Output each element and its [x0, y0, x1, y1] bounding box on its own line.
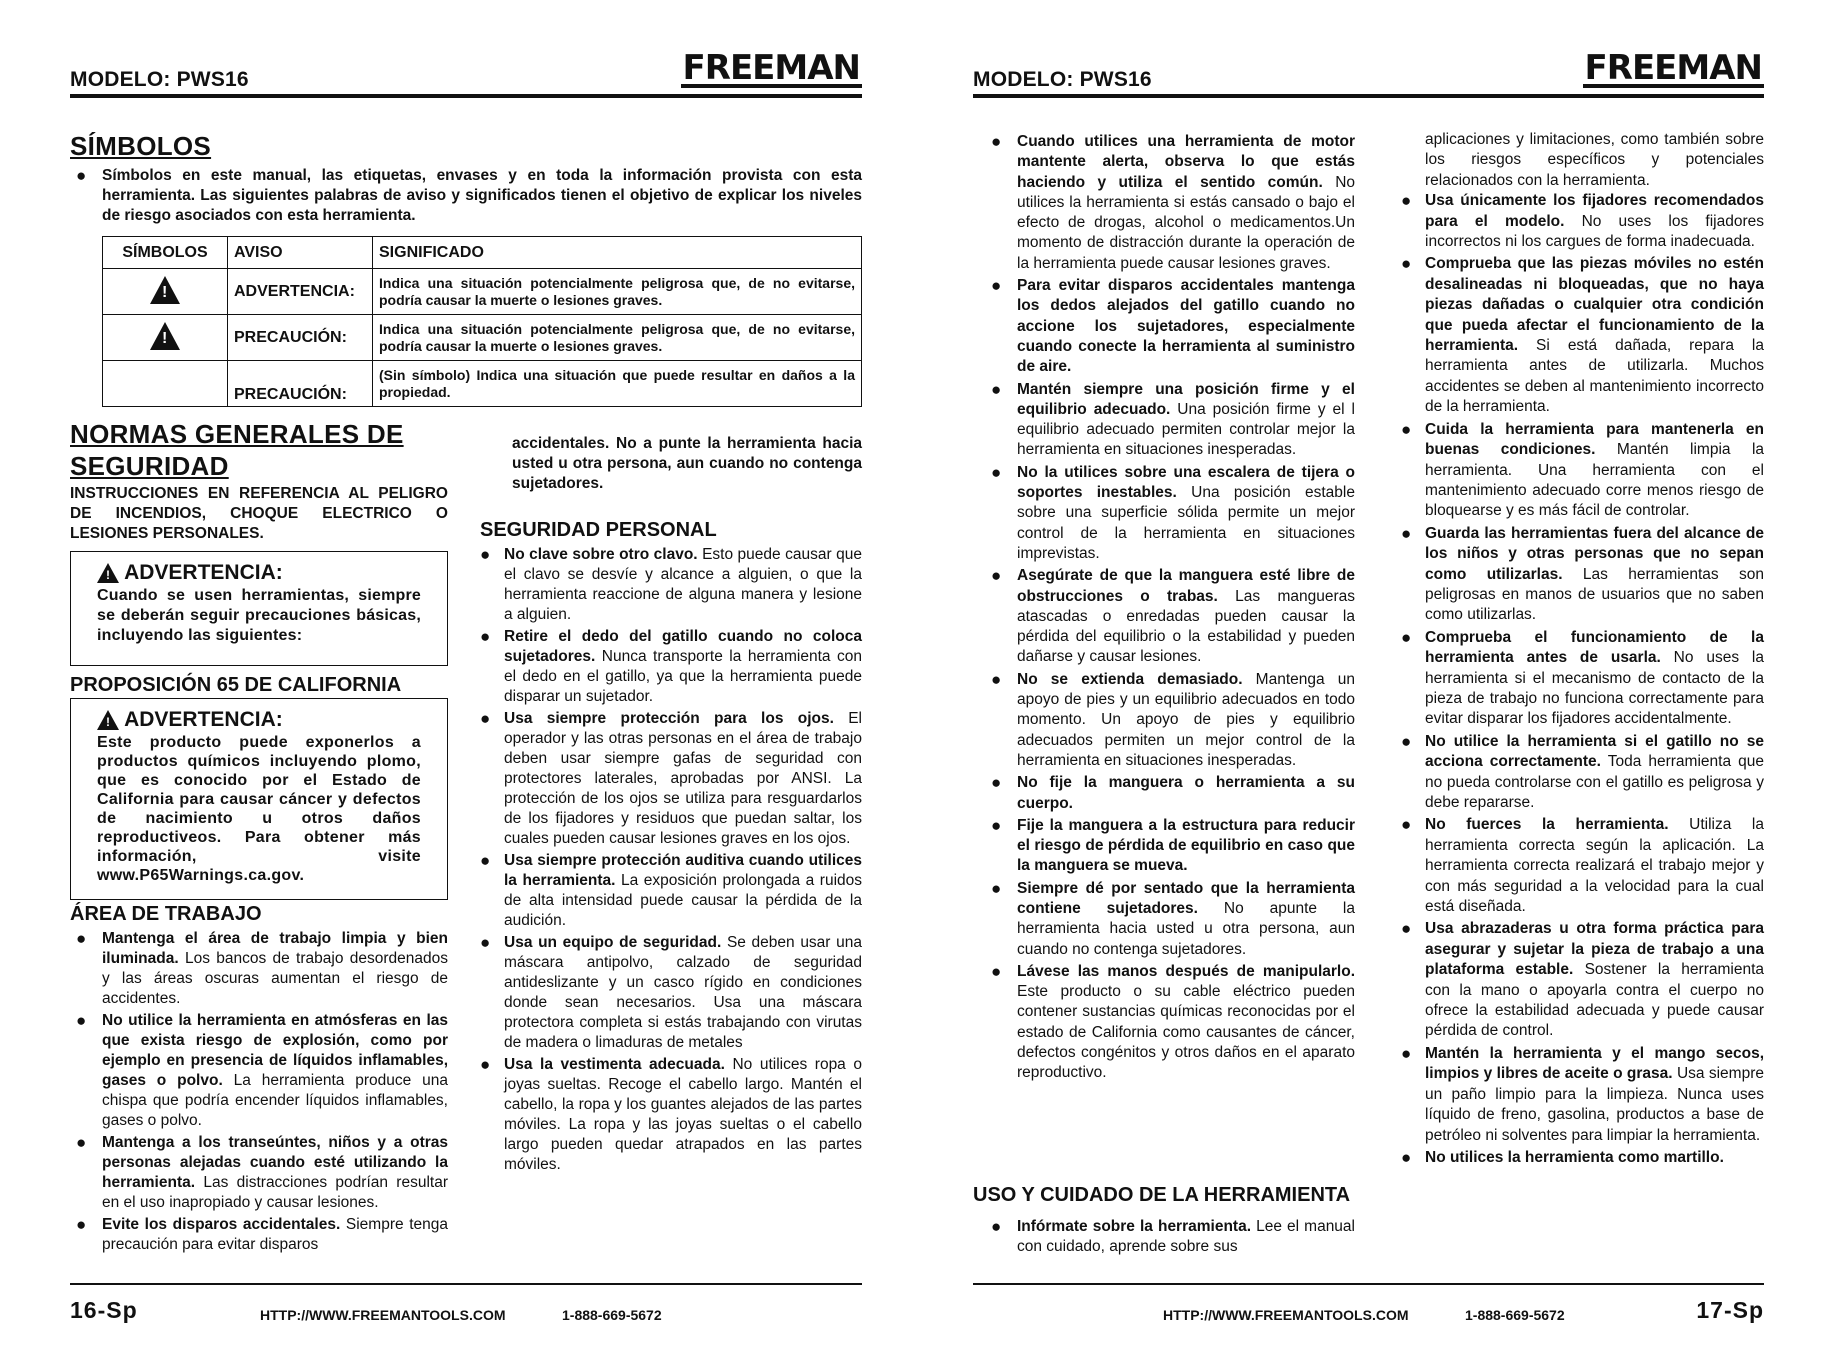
list-item: ● Usa la vestimenta adecuada. No utilices ropa o joyas sueltas. Recoge el cabello largo. Mantén el cabello, la ropa y los guantes alejados de las partes móviles. La ropa y las joyas sueltas o el cabello largo pueden quedar atrapados en las partes móviles.	[480, 1055, 862, 1175]
symbols-table-header	[103, 237, 862, 269]
list-item: ● No utilices la herramienta como martillo.	[1401, 1148, 1764, 1168]
warning-triangle-icon	[97, 563, 119, 583]
aviso-cell: PRECAUCIÓN:	[228, 315, 373, 361]
list-item: ● Infórmate sobre la herramienta. Lee el manual con cuidado, aprende sobre sus	[985, 1217, 1355, 1257]
footer-url[interactable]: HTTP://WWW.FREEMANTOOLS.COM	[260, 1307, 506, 1323]
footer-phone: 1-888-669-5672	[562, 1307, 662, 1323]
normas-subtitle: INSTRUCCIONES EN REFERENCIA AL PELIGRO DE INCENDIOS, CHOQUE ELECTRICO O LESIONES PERSONALES.	[70, 485, 448, 542]
warning-triangle-icon	[97, 710, 119, 730]
list-item: ● Comprueba el funcionamiento de la herramienta antes de usarla. No uses la herramienta si el mecanismo de contacto de la pieza de trabajo no funciona correctamente para evitar disparar los fijadores accidentalmente.	[1401, 628, 1764, 730]
significado-cell: Indica una situación potencialmente peligrosa que, de no evitarse, podría causar la muerte o lesiones graves.	[373, 315, 862, 361]
list-item: ● Mantén siempre una posición firme y el equilibrio adecuado. Una posición firme y el l equilibrio adecuado permiten controlar mejor la herramienta en situaciones inesperadas.	[985, 380, 1355, 461]
list-item: ● Mantenga a los transeúntes, niños y a otras personas alejadas cuando esté utilizando la herramienta. Las distracciones podrían resultar en el uso inapropiado y causar lesiones.	[70, 1133, 448, 1213]
uso-title: USO Y CUIDADO DE LA HERRAMIENTA	[973, 1184, 1351, 1206]
normas-warning-title: ! ADVERTENCIA:	[97, 560, 421, 586]
list-item: ● Comprueba que las piezas móviles no estén desalineadas ni bloqueadas, que no haya piezas dañadas o cualquier otra condición que pueda afectar el funcionamiento de la herramienta. Si está dañada, repara la herramienta antes de utilizarla. Muchos accidentes se deben al mantenimiento incorrecto de la herramienta.	[1401, 254, 1764, 417]
table-row	[103, 361, 862, 407]
uso-list	[973, 1217, 1355, 1257]
area-continued: accidentales. No a punte la herramienta hacia usted u otra persona, aun cuando no contenga sujetadores.	[512, 435, 862, 492]
area-list	[70, 929, 448, 1255]
list-item: ● Retire el dedo del gatillo cuando no coloca sujetadores. Nunca transporte la herramienta con el dedo en el gatillo, ya que la herramienta puede disparar un sujetador.	[480, 627, 862, 707]
list-item: ● No se extienda demasiado. Mantenga un apoyo de pies y un equilibrio adecuados en todo momento. Un apoyo de pies y equilibrio adecuados permiten un mejor control de la herramienta en situaciones inesperadas.	[985, 670, 1355, 771]
area-section	[70, 902, 448, 1257]
list-item: ● Asegúrate de que la manguera esté libre de obstrucciones o trabas. Las mangueras atascadas o enredadas pueden causar la pérdida del equilibrio o la estabilidad y pueden dañarse y causar lesiones.	[985, 566, 1355, 667]
list-item: ● Evite los disparos accidentales. Siempre tenga precaución para evitar disparos	[70, 1215, 448, 1255]
significado-cell: Indica una situación potencialmente peligrosa que, de no evitarse, podría causar la muerte o lesiones graves.	[373, 269, 862, 315]
uso-list-continued	[1401, 191, 1764, 1168]
list-item: ● Cuida la herramienta para mantenerla en buenas condiciones. Mantén limpia la herramienta. Una herramienta con el mantenimiento adecuado corre menos riesgo de bloquearse y es más fácil de controlar.	[1401, 420, 1764, 522]
list-item: ● Para evitar disparos accidentales mantenga los dedos alejados del gatillo cuando no accione los sujetadores, especialmente cuando conecte la herramienta al suministro de aire.	[985, 276, 1355, 377]
area-title: ÁREA DE TRABAJO	[70, 903, 262, 925]
right-page	[917, 0, 1834, 1362]
freeman-logo: FREEMAN	[682, 48, 860, 88]
prop65-warning-text: Este producto puede exponerlos a productos químicos incluyendo plomo, que es conocido por el Estado de California para causar cáncer y defectos de nacimiento u otros daños reproductiveos. Para obtener más información, visite www.P65Warnings.ca.gov.	[97, 734, 421, 884]
list-item: ● Mantenga el área de trabajo limpia y bien iluminada. Los bancos de trabajo desordenados y las áreas oscuras aumentan el riesgo de accidentes.	[70, 929, 448, 1009]
list-item: ● Lávese las manos después de manipularlo. Este producto o su cable eléctrico pueden contener sustancias químicas reconocidas por el estado de California como causantes de cáncer, defectos congénitos y otros daños en el aparato reproductivo.	[985, 962, 1355, 1084]
aviso-cell: ADVERTENCIA:	[228, 269, 373, 315]
middle-column	[480, 434, 862, 1177]
prop65-warning-title: ! ADVERTENCIA:	[97, 707, 421, 733]
symbols-table	[102, 236, 862, 407]
right-column-2	[1401, 130, 1764, 1170]
list-item: ● No fije la manguera o herramienta a su cuerpo.	[985, 773, 1355, 814]
list-item: ● No utilice la herramienta en atmósferas en las que exista riesgo de explosión, como por ejemplo en presencia de líquidos inflamables, gases o polvo. La herramienta produce una chispa que podría encender líquidos inflamables, gases o polvo.	[70, 1011, 448, 1131]
left-header	[70, 46, 862, 98]
table-row	[103, 315, 862, 361]
simbolos-intro-list	[70, 166, 862, 226]
footer-phone: 1-888-669-5672	[1465, 1307, 1565, 1323]
personal-title: SEGURIDAD PERSONAL	[480, 519, 717, 541]
list-item: ● Usa un equipo de seguridad. Se deben usar una máscara antipolvo, calzado de seguridad antideslizante y un casco rígido en condiciones donde sean necesarios. Usa una máscara protectora completa si estás trabajando con virutas de madera o limaduras de metales	[480, 933, 862, 1053]
page-number: 16-Sp	[70, 1297, 138, 1323]
prop65-section	[70, 673, 448, 697]
model-label: MODELO: PWS16	[70, 68, 249, 91]
freeman-logo: FREEMAN	[1584, 48, 1762, 88]
list-item: ● Mantén la herramienta y el mango secos, limpios y libres de aceite o grasa. Usa siempre un paño limpio para la limpieza. Nunca uses líquido de freno, gasolina, productos a base de petróleo ni solventes para limpiar la herramienta.	[1401, 1044, 1764, 1146]
list-item: ● Guarda las herramientas fuera del alcance de los niños y otras personas que no sepan como utilizarlas. Las herramientas son peligrosas en manos de usuarios que no saben como utilizarlas.	[1401, 524, 1764, 626]
list-item: ● Usa abrazaderas u otra forma práctica para asegurar y sujetar la pieza de trabajo a una plataforma estable. Sostener la herramienta con la mano o apoyarla contra el cuerpo no ofrece la estabilidad adecuada y puede causar pérdida de control.	[1401, 919, 1764, 1041]
header-significado: SIGNIFICADO	[373, 237, 862, 269]
symbol-cell	[103, 269, 228, 315]
normas-title-line1: NORMAS GENERALES DE	[70, 419, 404, 449]
significado-cell: (Sin símbolo) Indica una situación que puede resultar en daños a la propiedad.	[373, 361, 862, 407]
simbolos-intro: ● Símbolos en este manual, las etiquetas, envases y en toda la información provista con esta herramienta. Las siguientes palabras de aviso y significados tienen el objetivo de explicar los niveles de riesgo asociados con esta herramienta.	[70, 166, 862, 226]
personal-list-continued	[985, 132, 1355, 1084]
list-item: ● No clave sobre otro clavo. Esto puede causar que el clavo se desvíe y alcance a alguien, o que la herramienta reaccione de alguna manera y lesione a alguien.	[480, 545, 862, 625]
uso-continued: aplicaciones y limitaciones, como también sobre los riesgos específicos y potenciales relacionados con la herramienta.	[1425, 131, 1764, 189]
symbol-cell	[103, 361, 228, 407]
list-item: ● Usa siempre protección auditiva cuando utilices la herramienta. La exposición prolongada a ruidos de alta intensidad puede causar la pérdida de la audición.	[480, 851, 862, 931]
personal-list	[480, 545, 862, 1175]
right-footer	[973, 1283, 1764, 1325]
model-label: MODELO: PWS16	[973, 68, 1152, 91]
prop65-warning-box	[70, 698, 448, 900]
aviso-cell: PRECAUCIÓN:	[228, 361, 373, 407]
simbolos-section	[70, 130, 862, 407]
simbolos-title: SÍMBOLOS	[70, 131, 212, 161]
list-item: ● Usa siempre protección para los ojos. El operador y las otras personas en el área de trabajo deben usar siempre gafas de seguridad con protectores laterales, aprobadas por ANSI. La protección de los ojos se utiliza para resguardarlos de los fijadores y residuos que puedan saltar, los cuales pueden causar lesiones graves en los ojos.	[480, 709, 862, 849]
header-aviso: AVISO	[228, 237, 373, 269]
uso-section	[973, 1183, 1355, 1259]
list-item: ● Fije la manguera a la estructura para reducir el riesgo de pérdida de equilibrio en caso que la manguera se mueva.	[985, 816, 1355, 877]
table-row	[103, 269, 862, 315]
left-column	[70, 418, 448, 544]
normas-warning-text: Cuando se usen herramientas, siempre se deberán seguir precauciones básicas, incluyendo las siguientes:	[97, 587, 421, 644]
page-number: 17-Sp	[1696, 1297, 1764, 1323]
list-item: ● Siempre dé por sentado que la herramienta contiene sujetadores. No apunte la herramienta hacia usted u otra persona, aun cuando no contenga sujetadores.	[985, 879, 1355, 960]
left-footer	[70, 1283, 862, 1325]
footer-url[interactable]: HTTP://WWW.FREEMANTOOLS.COM	[1163, 1307, 1409, 1323]
header-simbolos: SÍMBOLOS	[103, 237, 228, 269]
list-item: ● No utilice la herramienta si el gatillo no se acciona correctamente. Toda herramienta que no pueda controlarse con el gatillo es peligrosa y debe repararse.	[1401, 732, 1764, 814]
list-item: ● No la utilices sobre una escalera de tijera o soportes inestables. Una posición estable sobre una superficie sólida permite un mejor control de la herramienta en situaciones imprevistas.	[985, 463, 1355, 564]
list-item: ● Cuando utilices una herramienta de motor mantente alerta, observa lo que estás haciendo y utiliza el sentido común. No utilices la herramienta si estás cansado o bajo el efecto de drogas, alcohol o medicamentos.Un momento de distracción durante la operación de la herramienta puede causar lesiones graves.	[985, 132, 1355, 274]
symbol-cell	[103, 315, 228, 361]
right-header	[973, 46, 1764, 98]
list-item: ● No fuerces la herramienta. Utiliza la herramienta correcta según la aplicación. La herramienta correcta realizará el trabajo mejor y con más seguridad a la velocidad para la cual está diseñada.	[1401, 815, 1764, 917]
warning-triangle-icon	[150, 276, 180, 304]
normas-warning-box	[70, 551, 448, 666]
prop65-title: PROPOSICIÓN 65 DE CALIFORNIA	[70, 674, 402, 696]
list-item: ● Usa únicamente los fijadores recomendados para el modelo. No uses los fijadores incorrectos ni los cargues de forma inadecuada.	[1401, 191, 1764, 252]
right-column-1	[985, 132, 1355, 1086]
normas-title-line2: SEGURIDAD	[70, 451, 229, 481]
warning-triangle-icon	[150, 322, 180, 350]
